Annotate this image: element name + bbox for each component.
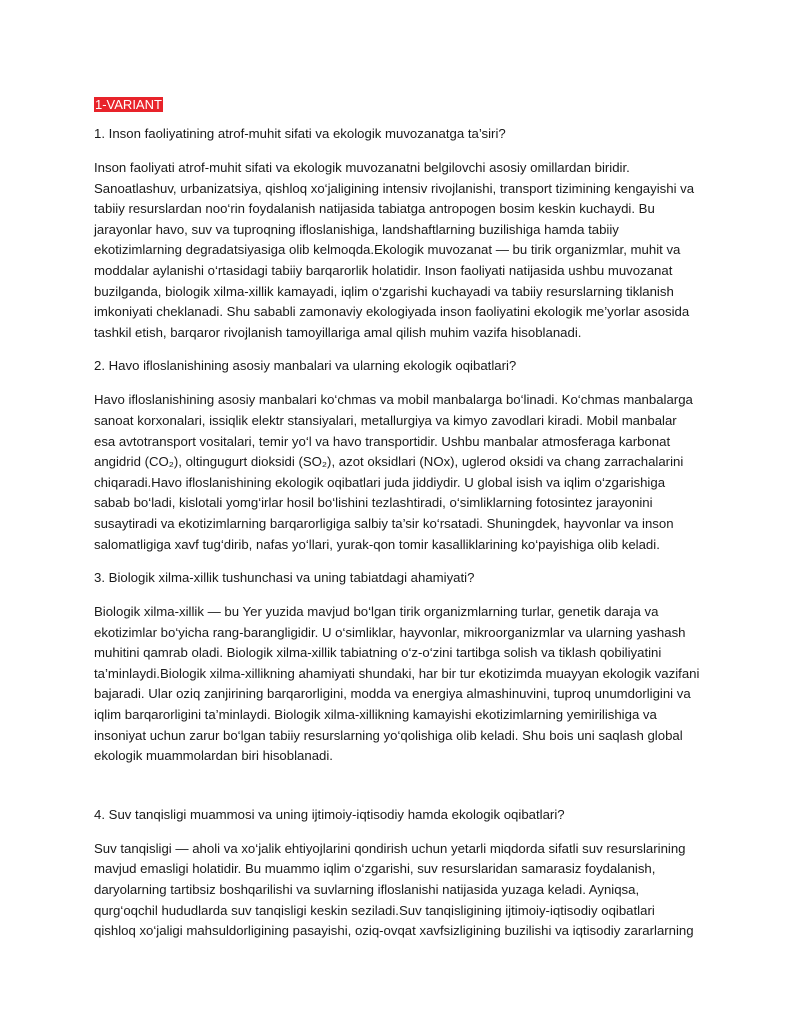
question-2: 2. Havo ifloslanishining asosiy manbalari va ularning ekologik oqibatlari?	[94, 358, 517, 374]
answer-1: Inson faoliyati atrof-muhit sifati va ekologik muvozanatni belgilovchi asosiy omillardan biridir. Sanoatlashuv, urbanizatsiya, qishloq xo‘jaligining intensiv rivojlanishi, transport tizimining kengayishi va tabiiy resurslardan noo‘rin foydalanish natijasida tabiatga antropogen bosim keskin kuchaydi. Bu jarayonlar havo, suv va tuproqning ifloslanishiga, landshaftlarning buzilishiga hamda tabiiy ekotizimlarning degradatsiyasiga olib kelmoqda.Ekologik muvozanat — bu tirik organizmlar, muhit va moddalar aylanishi o‘rtasidagi tabiiy barqarorlik holatidir. Inson faoliyati natijasida ushbu muvozanat buzilganda, biologik xilma-xillik kamayadi, iqlim o‘zgarishi kuchayadi va tabiiy resurslarning tiklanish imkoniyati cheklanadi. Shu sababli zamonaviy ekologiyada inson faoliyatini ekologik me’yorlar asosida tashkil etish, barqaror rivojlanish tamoyillariga amal qilish muhim vazifa hisoblanadi.	[94, 160, 695, 340]
question-3: 3. Biologik xilma-xillik tushunchasi va uning tabiatdagi ahamiyati?	[94, 570, 475, 586]
question-4: 4. Suv tanqisligi muammosi va uning ijtimoiy-iqtisodiy hamda ekologik oqibatlari?	[94, 806, 565, 822]
answer-4: Suv tanqisligi — aholi va xo‘jalik ehtiyojlarini qondirish uchun yetarli miqdorda sifatli suv resurslarining mavjud emasligi holatidir. Bu muammo iqlim o‘zgarishi, suv resurslaridan samarasiz foydalanish, daryolarning tartibsiz boshqarilishi va suvlarning ifloslanishi natijasida yuzaga keladi. Ayniqsa, qurg‘oqchil hududlarda suv tanqisligi keskin seziladi.Suv tanqisligining ijtimoiy-iqtisodiy oqibatlari qishloq xo‘jaligi mahsuldorligining pasayishi, oziq-ovqat xavfsizligining buzilishi va iqtisodiy zararlarning	[94, 840, 694, 939]
question-1: 1. Inson faoliyatining atrof-muhit sifati va ekologik muvozanatga ta’siri?	[94, 126, 506, 141]
variant-label: 1-VARIANT	[95, 97, 162, 112]
answer-2: Havo ifloslanishining asosiy manbalari ko‘chmas va mobil manbalarga bo‘linadi. Ko‘chmas manbalarga sanoat korxonalari, issiqlik elektr stansiyalari, metallurgiya va kimyo zavodlari kiradi. Mobil manbalar esa avtotransport vositalari, temir yo‘l va havo transportidir. Ushbu manbalar atmosferaga karbonat angidrid (CO₂), oltingugurt dioksidi (SO₂), azot oksidlari (NOx), uglerod oksidi va chang zarrachalarini chiqaradi.Havo ifloslanishining ekologik oqibatlari juda jiddiydir. U global isish va iqlim o‘zgarishiga sabab bo‘ladi, kislotali yomg‘irlar hosil bo‘lishini tezlashtiradi, o‘simliklarning fotosintez jarayonini susaytiradi va ekotizimlarning barqarorligiga salbiy ta’sir ko‘rsatadi. Shuningdek, hayvonlar va inson salomatligiga xavf tug‘dirib, nafas yo‘llari, yurak-qon tomir kasalliklarining ko‘payishiga olib keladi.	[94, 392, 693, 552]
answer-3: Biologik xilma-xillik — bu Yer yuzida mavjud bo‘lgan tirik organizmlarning turlar, genetik daraja va ekotizimlar bo‘yicha rang-barangligidir. U o‘simliklar, hayvonlar, mikroorganizmlar va ularning yashash muhitini qamrab oladi. Biologik xilma-xillik tabiatning o‘z-o‘zini tartibga solish va tiklash qobiliyatini ta’minlaydi.Biologik xilma-xillikning ahamiyati shundaki, har bir tur ekotizimda muayyan ekologik vazifani bajaradi. Ular oziq zanjirining barqarorligini, modda va energiya almashinuvini, tuproq unumdorligini va iqlim barqarorligini ta’minlaydi. Biologik xilma-xillikning kamayishi ekotizimlarning yemirilishiga va insoniyat uchun zarur bo‘lgan tabiiy resurslarning yo‘qolishiga olib keladi. Shu bois uni saqlash global ekologik muammolardan biri hisoblanadi.	[94, 604, 700, 764]
